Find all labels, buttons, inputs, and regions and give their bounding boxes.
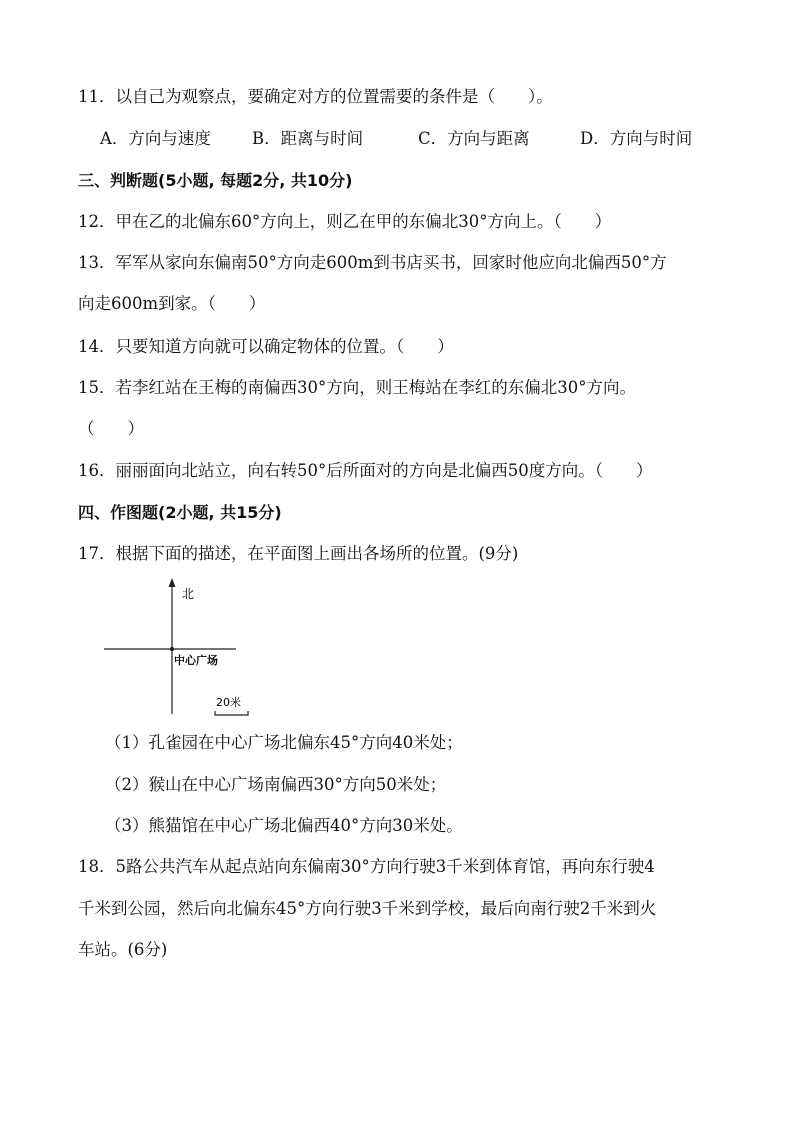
- question-13-line-1: 13．军军从家向东偏南50°方向走600m到书店买书，回家时他应向北偏西50°方: [78, 253, 667, 272]
- scale-label: 20米: [216, 696, 241, 709]
- section-4-heading: 四、作图题(2小题, 共15分): [78, 503, 282, 522]
- question-11-stem: 11．以自己为观察点，要确定对方的位置需要的条件是（ ）。: [78, 87, 553, 106]
- question-17-stem: 17．根据下面的描述，在平面图上画出各场所的位置。(9分): [78, 544, 519, 563]
- compass-diagram: [100, 578, 250, 723]
- question-16: 16．丽丽面向北站立，向右转50°后所面对的方向是北偏西50度方向。（ ）: [78, 461, 653, 480]
- north-label: 北: [182, 587, 195, 601]
- question-14: 14．只要知道方向就可以确定物体的位置。（ ）: [78, 337, 454, 356]
- q17-item-1: （1）孔雀园在中心广场北偏东45°方向40米处；: [105, 733, 463, 752]
- q11-option-b: B．距离与时间: [252, 129, 364, 148]
- north-arrow: [169, 578, 176, 714]
- question-15-line-1: 15．若李红站在王梅的南偏西30°方向，则王梅站在李红的东偏北30°方向。: [78, 378, 636, 397]
- center-square-label: 中心广场: [174, 654, 218, 667]
- scale-bar: [215, 711, 248, 715]
- question-18-line-1: 18．5路公共汽车从起点站向东偏南30°方向行驶3千米到体育馆，再向东行驶4: [78, 857, 655, 876]
- q11-option-d: D．方向与时间: [580, 129, 693, 148]
- question-12: 12．甲在乙的北偏东60°方向上，则乙在甲的东偏北30°方向上。（ ）: [78, 212, 612, 231]
- question-13-line-2: 向走600m到家。（ ）: [78, 294, 266, 313]
- section-3-heading: 三、判断题(5小题, 每题2分, 共10分): [78, 171, 353, 190]
- q17-item-2: （2）猴山在中心广场南偏西30°方向50米处；: [105, 775, 447, 794]
- question-18-line-3: 车站。(6分): [78, 940, 168, 959]
- question-15-line-2: （ ）: [78, 419, 144, 438]
- q11-option-c: C．方向与距离: [418, 129, 530, 148]
- q11-option-a: A．方向与速度: [100, 129, 211, 148]
- q17-item-3: （3）熊猫馆在中心广场北偏西40°方向30米处。: [105, 816, 463, 835]
- center-point: [170, 647, 174, 651]
- question-18-line-2: 千米到公园，然后向北偏东45°方向行驶3千米到学校，最后向南行驶2千米到火: [78, 899, 657, 918]
